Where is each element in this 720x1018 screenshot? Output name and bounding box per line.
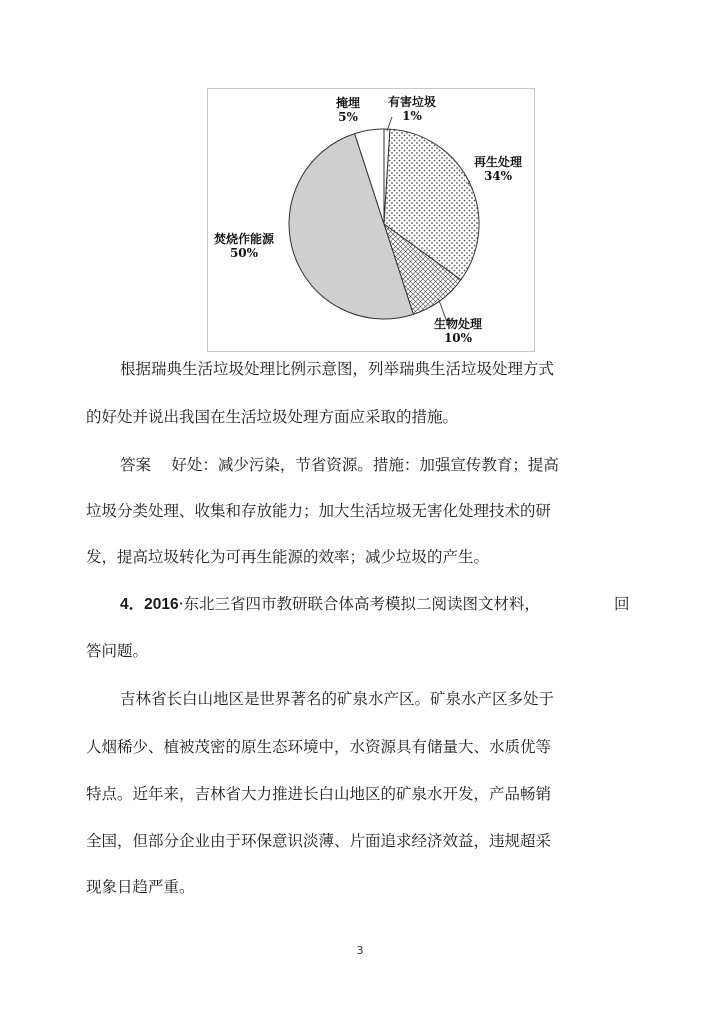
question-line-2: 的好处并说出我国在生活垃圾处理方面应采取的措施。: [86, 408, 459, 426]
slice-label-hazardous: [388, 95, 436, 123]
answer-line-1: 答案 好处：减少污染，节省资源。措施：加强宣传教育；提高: [120, 456, 559, 474]
slice-label-landfill: [336, 96, 360, 124]
slice-label-incineration: [214, 232, 274, 260]
material-line-5: 现象日趋严重。: [86, 878, 195, 896]
question-4-heading: [120, 594, 540, 615]
slice-name: 生物处理: [434, 317, 483, 331]
question-line-1: 根据瑞典生活垃圾处理比例示意图，列举瑞典生活垃圾处理方式: [120, 360, 555, 378]
slice-name: 有害垃圾: [388, 95, 437, 109]
question-source: ·东北三省四市教研联合体高考模拟二阅读图文材料，: [178, 595, 541, 613]
slice-label-recycling: [474, 155, 522, 183]
material-line-3: 特点。近年来，吉林省大力推进长白山地区的矿泉水开发，产品畅销: [86, 785, 552, 803]
slice-name: 掩埋: [336, 96, 361, 110]
slice-value: 34%: [483, 169, 513, 183]
slice-name: 再生处理: [474, 155, 523, 169]
material-line-2: 人烟稀少、植被茂密的原生态环境中，水资源具有储量大、水质优等: [86, 738, 552, 756]
slice-value: 5%: [338, 110, 358, 124]
slice-label-biological: [434, 317, 482, 345]
pie-chart-figure: [207, 88, 535, 352]
pie-chart: [208, 89, 534, 351]
slice-value: 10%: [443, 331, 473, 345]
page-number: 3: [356, 944, 364, 957]
slice-name: 焚烧作能源: [214, 232, 275, 246]
answer-line-2: 垃圾分类处理、收集和存放能力；加大生活垃圾无害化处理技术的研: [86, 502, 552, 520]
question-4-line-2: 答问题。: [86, 642, 149, 660]
answer-line-3: 发，提高垃圾转化为可再生能源的效率；减少垃圾的产生。: [86, 548, 490, 566]
slice-value: 1%: [402, 109, 422, 123]
question-4-hui: 回: [614, 595, 630, 613]
material-line-1: 吉林省长白山地区是世界著名的矿泉水产区。矿泉水产区多处于: [120, 690, 555, 708]
slice-value: 50%: [229, 246, 259, 260]
question-number: 4．2016: [120, 596, 179, 613]
material-line-4: 全国，但部分企业由于环保意识淡薄、片面追求经济效益，违规超采: [86, 832, 552, 850]
